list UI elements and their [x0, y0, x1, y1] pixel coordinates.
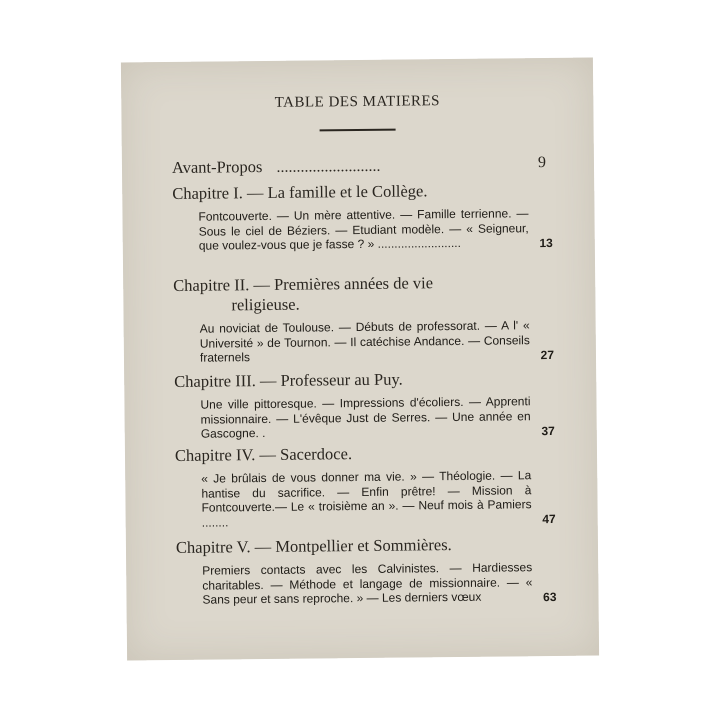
avant-propos-label: Avant-Propos [171, 157, 263, 177]
toc-entry-avant-propos [172, 154, 552, 178]
chapter-page: 63 [543, 589, 557, 604]
chapter-page: 27 [540, 347, 555, 362]
chapter-number: Chapitre I. — [172, 183, 264, 203]
chapter-page: 13 [539, 235, 553, 250]
chapter-heading [172, 180, 552, 204]
toc-entry-chapter-3 [174, 368, 555, 441]
book-page [121, 58, 599, 661]
chapter-title: Montpellier et Sommières. [275, 535, 452, 556]
chapter-number: Chapitre III. — [174, 370, 277, 391]
page-title: TABLE DES MATIERES [274, 93, 441, 111]
chapter-number: Chapitre V. — [175, 536, 272, 557]
title-rule [320, 129, 396, 132]
chapter-title-continued: religieuse. [231, 294, 300, 315]
chapter-title: Premières années de vie [273, 273, 434, 294]
chapter-heading [175, 442, 555, 466]
chapter-summary: Fontcouverte. — Un mère attentive. — Famille terrienne. — Sous le ciel de Béziers. — Etudiant modèle. — « Seigneur, que voulez-vous que je fasse ? » ......................... [198, 206, 529, 253]
avant-propos-leader: .......................... [276, 157, 381, 176]
chapter-title: La famille et le Collège. [267, 181, 428, 202]
chapter-title: Sacerdoce. [280, 444, 353, 464]
chapter-summary: Au noviciat de Toulouse. — Débuts de professorat. — A l' « Université » de Tournon. — Il catéchise Andance. — Conseils fraternels [199, 318, 530, 365]
chapter-number: Chapitre IV. — [174, 444, 277, 465]
chapter-page: 47 [542, 511, 556, 527]
toc-entry-chapter-5 [176, 534, 557, 607]
toc-entry-chapter-4 [175, 442, 556, 530]
chapter-summary: Premiers contacts avec les Calvinistes. — Hardiesses charitables. — Méthode et langage de missionnaire. — « Sans peur et sans reproche. » — Les derniers vœux [202, 560, 533, 607]
chapter-summary: Une ville pittoresque. — Impressions d'écoliers. — Apprenti missionnaire. — L'évêque Just de Serres. — Une année en Gascogne. . [200, 394, 531, 441]
chapter-heading [176, 534, 556, 558]
chapter-summary: « Je brûlais de vous donner ma vie. » — Théologie. — La hantise du sacrifice. — Enfin prêtre! — Mission à Fontcouverte.— Le « troisième an ». — Neuf mois à Pamiers ........ [201, 468, 532, 530]
chapter-number: Chapitre II. — [173, 274, 271, 295]
avant-propos-page: 9 [537, 154, 547, 172]
toc-entry-chapter-1 [172, 180, 553, 253]
chapter-title: Professeur au Puy. [280, 369, 403, 390]
toc-entry-chapter-2 [173, 272, 554, 365]
chapter-heading [174, 368, 554, 392]
chapter-page: 37 [541, 423, 555, 438]
